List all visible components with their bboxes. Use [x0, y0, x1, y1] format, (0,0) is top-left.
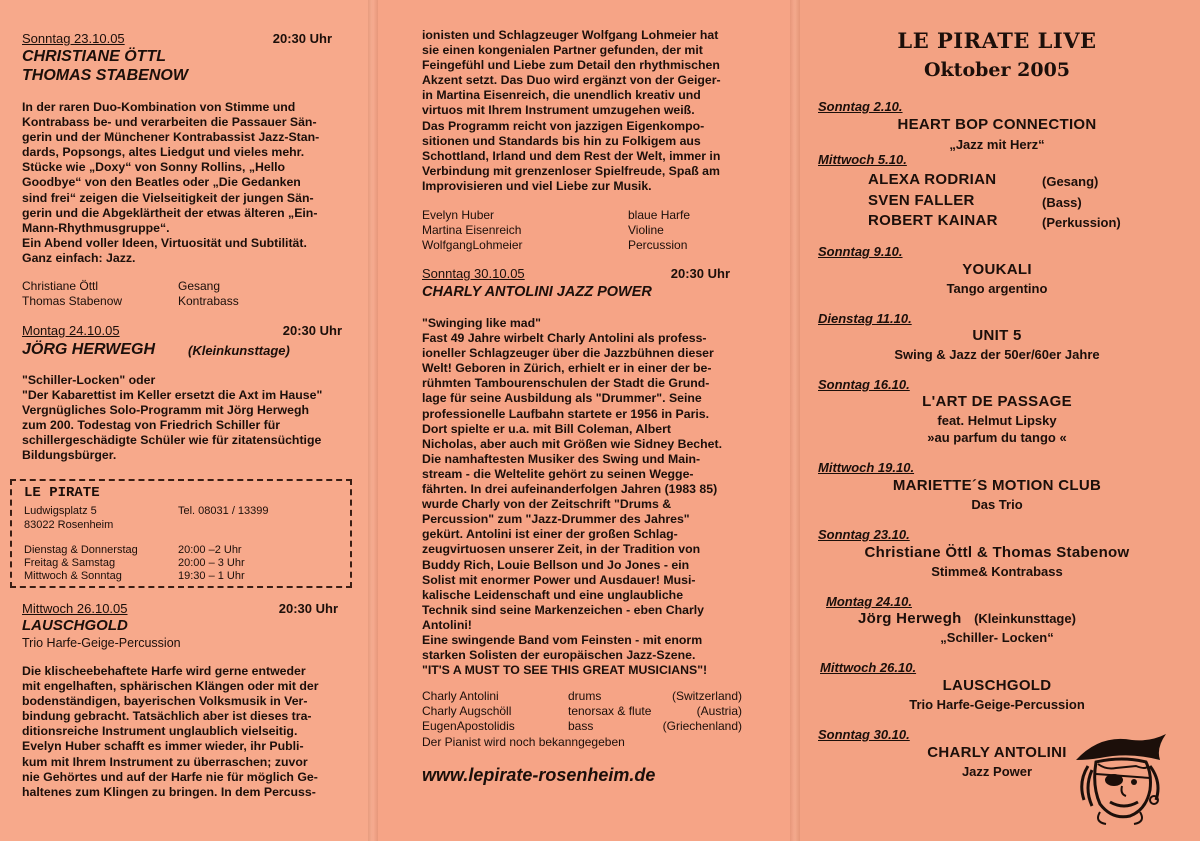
event-title: THOMAS STABENOW — [22, 67, 188, 84]
event-time: 20:30 Uhr — [278, 601, 338, 616]
program-date: Montag 24.10. — [826, 594, 912, 609]
program-date: Sonntag 30.10. — [818, 727, 910, 742]
program-artist-line — [858, 610, 1076, 628]
event-date-header — [22, 31, 332, 46]
right-panel — [794, 0, 1200, 841]
program-artist: YOUKALI — [962, 261, 1032, 278]
event-time: 20:30 Uhr — [272, 31, 332, 46]
event-date-header — [22, 323, 342, 338]
opening-days: Dienstag & Donnerstag Freitag & Samstag Mittwoch & Sonntag — [24, 544, 138, 582]
program-artist: HEART BOP CONNECTION — [897, 116, 1097, 133]
program-artist: CHARLY ANTOLINI — [927, 744, 1067, 761]
cast-countries: (Switzerland) (Austria) (Griechenland) — [662, 689, 742, 733]
event-subtitle: Trio Harfe-Geige-Percussion — [22, 636, 181, 650]
cast-instruments: drums tenorsax & flute bass — [568, 689, 652, 733]
event-date-header — [422, 266, 730, 281]
program-date: Sonntag 9.10. — [818, 244, 903, 259]
program-members: ALEXA RODRIAN SVEN FALLER ROBERT KAINAR — [868, 171, 998, 229]
event-date-header — [22, 601, 338, 616]
program-artist: MARIETTE´S MOTION CLUB — [892, 477, 1102, 494]
event-title: JÖRG HERWEGH — [22, 341, 156, 358]
program-artist: L'ART DE PASSAGE — [922, 393, 1072, 410]
program-subtitle: Swing & Jazz der 50er/60er Jahre — [894, 347, 1100, 362]
event-date: Mittwoch 26.10.05 — [22, 601, 128, 616]
program-subtitle: Jazz Power — [961, 764, 1033, 779]
program-subtitle: feat. Helmut Lipsky — [937, 413, 1057, 428]
program-artist: LAUSCHGOLD — [942, 677, 1052, 694]
program-date: Mittwoch 19.10. — [818, 460, 915, 475]
cast-list: Christiane Öttl Thomas Stabenow — [22, 279, 123, 308]
program-date: Sonntag 16.10. — [818, 377, 910, 392]
program-date: Dienstag 11.10. — [818, 311, 912, 326]
program-artist: Christiane Öttl & Thomas Stabenow — [864, 544, 1130, 561]
program-artist: UNIT 5 — [972, 327, 1022, 344]
fold-line — [368, 0, 378, 841]
program-note: (Kleinkunsttage) — [974, 611, 1076, 626]
opening-hours: 20:00 –2 Uhr 20:00 – 3 Uhr 19:30 – 1 Uhr — [178, 544, 245, 582]
venue-info-box — [10, 479, 352, 588]
cast-roles: Gesang Kontrabass — [178, 279, 239, 308]
flyer-title: LE PIRATE LIVE — [897, 28, 1097, 53]
program-subtitle: „Schiller- Locken“ — [940, 630, 1054, 645]
program-member-roles: (Gesang) (Bass) (Perkussion) — [1042, 174, 1121, 230]
event-date: Sonntag 30.10.05 — [422, 266, 525, 281]
program-date: Sonntag 2.10. — [818, 99, 903, 114]
event-note: (Kleinkunsttage) — [188, 343, 290, 358]
program-subtitle: Stimme& Kontrabass — [931, 564, 1063, 579]
event-title: CHRISTIANE ÖTTL — [22, 48, 166, 65]
fold-line — [790, 0, 800, 841]
event-title: CHARLY ANTOLINI JAZZ POWER — [422, 284, 652, 300]
event-description: Die klischeebehaftete Harfe wird gerne entweder mit engelhaften, sphärischen Klängen oder mit der bodenständigen, bayerischen Volksmusik in Ver- bindung gebracht. Tatsächlich aber ist dieses tra- ditionsreiche Instrument unglaublich vielseitig. Evelyn Huber schafft es immer wieder, ihr Publi- kum mit Ihrem Instrument zu überraschen; zuvor nie Gehörtes und auf der Harfe nie für möglich Ge- haltenes zum Klingen zu bringen. In dem Percuss- — [22, 664, 319, 799]
event-description: In der raren Duo-Kombination von Stimme und Kontrabass be- und verarbeiten die Passauer Sän- gerin und der Münchener Kontrabassist Jazz-Stan- dards, Popsongs, altes Liedgut und vieles mehr. Stücke wie „Doxy“ von Sonny Rollins, „Hello Goodbye“ von den Beatles oder „Die Gedanken sind frei“ zeigen die Vielseitigkeit der jungen Sän- gerin und die Abgeklärtheit der etwas älteren „Ein- Mann-Rhythmusgruppe“. Ein Abend voller Ideen, Virtuosität und Subtilität. Ganz einfach: Jazz. — [22, 100, 320, 265]
event-time: 20:30 Uhr — [670, 266, 730, 281]
event-date: Montag 24.10.05 — [22, 323, 120, 338]
program-artist: Jörg Herwegh — [858, 610, 962, 627]
program-subtitle: „Jazz mit Herz“ — [949, 137, 1045, 152]
program-subtitle: Das Trio — [971, 497, 1023, 512]
middle-panel — [372, 0, 794, 841]
event-date: Sonntag 23.10.05 — [22, 31, 125, 46]
event-title: LAUSCHGOLD — [22, 617, 128, 634]
pianist-note: Der Pianist wird noch bekanngegeben — [422, 735, 625, 749]
program-subtitle: Tango argentino — [946, 281, 1048, 296]
venue-city: 83022 Rosenheim — [24, 519, 114, 531]
venue-name: LE PIRATE — [24, 485, 100, 501]
program-date: Mittwoch 26.10. — [820, 660, 917, 675]
event-time: 20:30 Uhr — [282, 323, 342, 338]
event-description: "Schiller-Locken" oder "Der Kabarettist im Keller ersetzt die Axt im Hause" Vergnügliches Solo-Programm mit Jörg Herwegh zum 200. Todestag von Friedrich Schiller für schillergeschädigte Schüler wie für zitatensüchtige Bildungsbürger. — [22, 373, 323, 463]
pirate-logo-icon — [1070, 726, 1170, 826]
program-date: Sonntag 23.10. — [818, 527, 910, 542]
program-subtitle: Trio Harfe-Geige-Percussion — [909, 697, 1085, 712]
event-description: "Swinging like mad" Fast 49 Jahre wirbelt Charly Antolini als profess- ioneller Schlagzeuger über die Jazzbühnen dieser Welt! Geboren in Zürich, erhielt er in einer der be- rühmten Tambourenschulen der Stadt die Grund- lage für seine Ausbildung als "Drummer". Seine professionelle Laufbahn startete er 1956 in Paris. Dort spielte er u.a. mit Bill Coleman, Albert Nicholas, aber auch mit Größen wie Sidney Bechet. Die namhaftesten Musiker des Swing und Main- stream - die Weltelite gehört zu seinen Wegge- fährten. In drei aufeinanderfolgen Jahren (1983 85) wurde Charly von der Zeitschrift "Drums & Percussion" zum "Jazz-Drummer des Jahres" gekürt. Antolini ist einer der großen Schlag- zeugvirtuosen unserer Zeit, in der Tradition von Buddy Rich, Louie Bellson und Jo Jones - ein Solist mit enormer Power und Ausdauer! Musi- kalische Leidenschaft und eine unglaubliche Technik sind seine Markenzeichen - eben Charly Antolini! Eine swingende Band vom Feinsten - mit enorm starken Solisten der europäischen Jazz-Szene. "IT'S A MUST TO SEE THIS GREAT MUSICIANS"! — [422, 316, 722, 678]
venue-phone: Tel. 08031 / 13399 — [178, 505, 269, 517]
program-subtitle: »au parfum du tango « — [927, 430, 1067, 445]
flyer-subtitle: Oktober 2005 — [923, 59, 1071, 81]
left-panel — [0, 0, 372, 841]
cast-list: Charly Antolini Charly Augschöll EugenApostolidis — [422, 689, 515, 733]
website-link[interactable]: www.lepirate-rosenheim.de — [422, 765, 656, 785]
event-description-continued: ionisten und Schlagzeuger Wolfgang Lohmeier hat sie einen kongenialen Partner gefunden, der mit Feingefühl und Liebe zum Detail den rhythmischen Akzent setzt. Das Duo wird ergänzt von der Geiger- in Martina Eisenreich, die unendlich kreativ und virtuos mit Ihrem Instrument umzugehen weiß. Das Programm reicht von jazzigen Eigenkompo- sitionen und Standards bis hin zu Folkigem aus Schottland, Irland und dem Rest der Welt, immer in Verbindung mit grenzenloser Spielfreude, Spaß am Improvisieren und viel Liebe zur Musik. — [422, 28, 721, 193]
cast-roles: blaue Harfe Violine Percussion — [628, 208, 691, 252]
venue-street: Ludwigsplatz 5 — [24, 505, 97, 517]
program-date: Mittwoch 5.10. — [818, 152, 907, 167]
cast-list: Evelyn Huber Martina Eisenreich WolfgangLohmeier — [422, 208, 523, 252]
